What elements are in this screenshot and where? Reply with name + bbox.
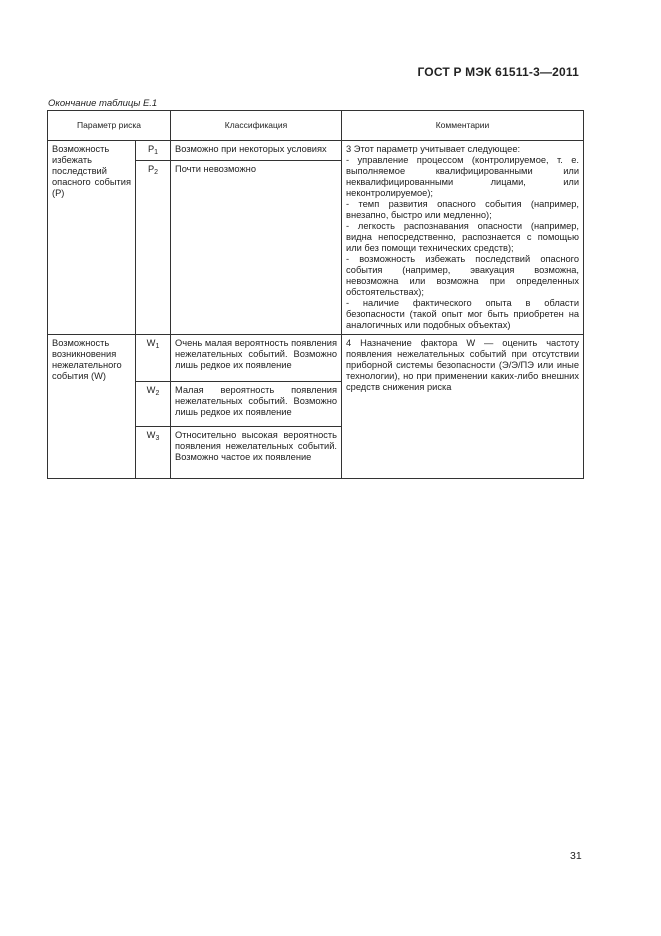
comment-list-item: - темп развития опасного события (например, внезапно, быстро или медленно); (346, 199, 580, 220)
table-caption: Окончание таблицы Е.1 (48, 98, 158, 109)
comment-list-item: - управление процессом (контролируемое, т. е. выполняемое квалифицированными или неквалифицированными лицами, или неконтролируемое); (346, 155, 580, 198)
comment-list-item: - возможность избежать последствий опасного события (например, эвакуация возможна, невозможна или возможна при определенных обстоятельствах); (346, 254, 580, 297)
table-header-row (48, 111, 584, 141)
table-row (48, 335, 584, 382)
classification-cell-w3: Относительно высокая вероятность появления нежелательных событий. Возможно частое их появление (171, 427, 342, 479)
code-cell-p1: $P_1$ (136, 141, 171, 161)
comment-list-item: - легкость распознавания опасности (например, видна непосредственно, распознается с помощью или без помощи технических средств); (346, 221, 580, 253)
classification-cell-w1: Очень малая вероятность появления нежелательных событий. Возможно лишь редкое их появление (171, 335, 342, 382)
classification-cell-p1: Возможно при некоторых условиях (171, 141, 342, 161)
code-cell-w1: $W_1$ (136, 335, 171, 382)
header-comments: Комментарии (342, 111, 584, 141)
code-cell-p2: $P_2$ (136, 161, 171, 335)
comment-cell-w: 4 Назначение фактора W — оценить частоту появления нежелательных событий при отсутствии приборной системы безопасности (Э/Э/ПЭ или иные технологии), но при применении каких-либо внешних средств снижения риска (342, 335, 584, 479)
comment-text-p (346, 144, 579, 331)
table-row (48, 141, 584, 161)
comment-cell-p (342, 141, 584, 335)
page-number: 31 (570, 850, 582, 862)
classification-cell-w2: Малая вероятность появления нежелательных событий. Возможно лишь редкое их появление (171, 382, 342, 427)
parameter-cell-p: Возможность избежать последствий опасного события (P) (48, 141, 136, 335)
comment-list-item: - наличие фактического опыта в области безопасности (такой опыт мог быть приобретен на аналогичных или подобных объектах) (346, 298, 580, 330)
document-header: ГОСТ Р МЭК 61511-3—2011 (417, 65, 579, 79)
code-cell-w2: $W_2$ (136, 382, 171, 427)
risk-parameters-table (47, 110, 584, 479)
header-classification: Классификация (171, 111, 342, 141)
comment-intro: 3 Этот параметр учитывает следующее: (346, 144, 521, 154)
code-cell-w3: $W_3$ (136, 427, 171, 479)
header-parameter: Параметр риска (48, 111, 171, 141)
parameter-cell-w: Возможность возникновения нежелательного события (W) (48, 335, 136, 479)
classification-cell-p2: Почти невозможно (171, 161, 342, 335)
